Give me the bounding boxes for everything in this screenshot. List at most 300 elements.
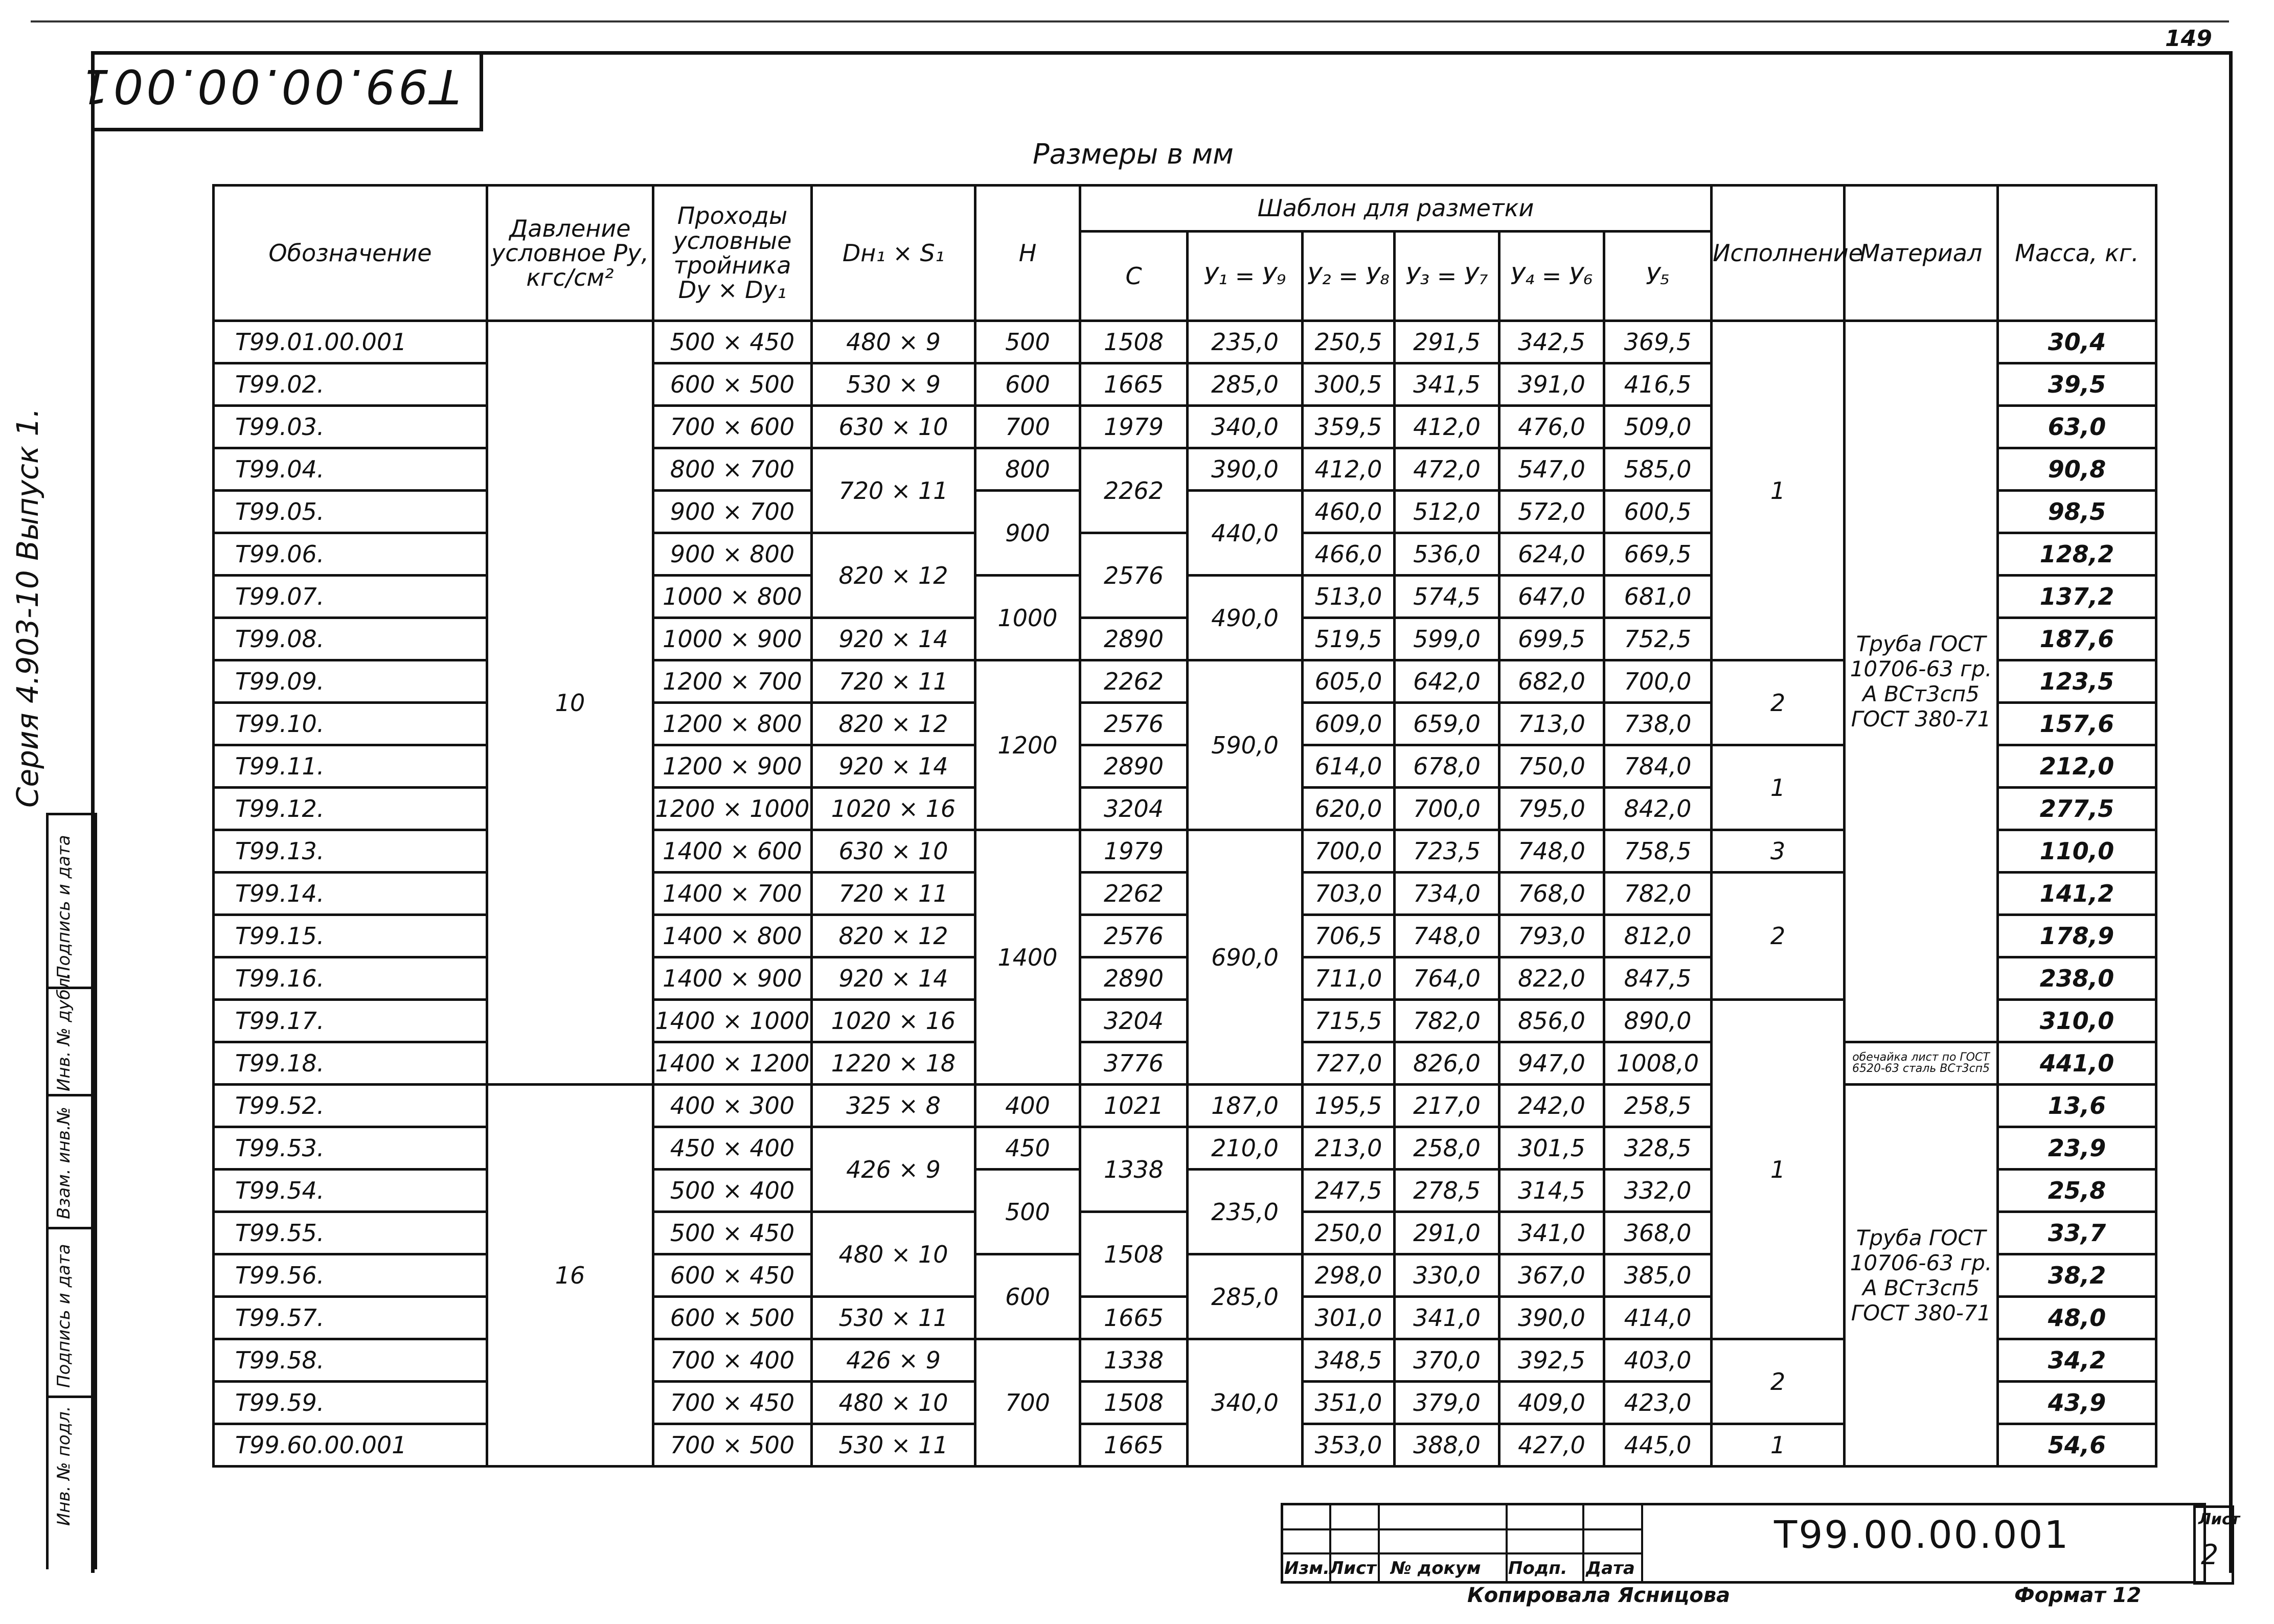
cell-c: 1021 — [1080, 1085, 1188, 1127]
cell-y28: 700,0 — [1303, 830, 1395, 873]
cell-dns: 1020 × 16 — [812, 788, 975, 830]
cell-designation: Т99.59. — [214, 1382, 487, 1424]
cell-y46: 647,0 — [1499, 576, 1604, 618]
cell-y5: 812,0 — [1604, 915, 1712, 957]
header-y4y6: У₄ = У₆ — [1499, 232, 1604, 321]
cell-h: 450 — [975, 1127, 1080, 1170]
cell-c: 3204 — [1080, 788, 1188, 830]
cell-designation: Т99.55. — [214, 1212, 487, 1254]
cell-c: 1665 — [1080, 363, 1188, 406]
cell-y28: 711,0 — [1303, 957, 1395, 1000]
header-dn-s: Dн₁ × S₁ — [812, 186, 975, 321]
header-material: Материал — [1845, 186, 1998, 321]
cell-c: 1508 — [1080, 1212, 1188, 1297]
cell-y37: 574,5 — [1395, 576, 1499, 618]
cell-h: 800 — [975, 448, 1080, 491]
cell-mass: 34,2 — [1998, 1339, 2156, 1382]
copied-by: Копировала Ясницова — [1467, 1584, 1731, 1607]
cell-y5: 385,0 — [1604, 1254, 1712, 1297]
cell-designation: Т99.54. — [214, 1170, 487, 1212]
cell-y5: 423,0 — [1604, 1382, 1712, 1424]
cell-mass: 157,6 — [1998, 703, 2156, 745]
cell-mass: 30,4 — [1998, 321, 2156, 363]
cell-mass: 25,8 — [1998, 1170, 2156, 1212]
cell-y28: 359,5 — [1303, 406, 1395, 448]
cell-y37: 341,0 — [1395, 1297, 1499, 1339]
cell-y19: 285,0 — [1188, 363, 1303, 406]
cell-y28: 300,5 — [1303, 363, 1395, 406]
cell-y46: 391,0 — [1499, 363, 1604, 406]
cell-designation: Т99.11. — [214, 745, 487, 788]
cell-pass: 500 × 450 — [653, 321, 812, 363]
cell-c: 1979 — [1080, 406, 1188, 448]
cell-y37: 370,0 — [1395, 1339, 1499, 1382]
cell-y19: 210,0 — [1188, 1127, 1303, 1170]
cell-y19: 690,0 — [1188, 830, 1303, 1085]
cell-y5: 842,0 — [1604, 788, 1712, 830]
cell-dns: 820 × 12 — [812, 533, 975, 618]
cell-pass: 700 × 450 — [653, 1382, 812, 1424]
cell-pressure: 16 — [487, 1085, 653, 1467]
cell-pass: 450 × 400 — [653, 1127, 812, 1170]
cell-y37: 217,0 — [1395, 1085, 1499, 1127]
cell-execution: 3 — [1712, 830, 1845, 873]
cell-y5: 445,0 — [1604, 1424, 1712, 1467]
cell-pass: 1200 × 700 — [653, 660, 812, 703]
cell-y37: 642,0 — [1395, 660, 1499, 703]
cell-mass: 63,0 — [1998, 406, 2156, 448]
cell-y5: 585,0 — [1604, 448, 1712, 491]
header-passes: Проходы условные тройника Dу × Dу₁ — [653, 186, 812, 321]
title-block-divider — [1283, 1528, 1641, 1530]
cell-y5: 784,0 — [1604, 745, 1712, 788]
cell-dns: 920 × 14 — [812, 618, 975, 660]
header-y2y8: У₂ = У₈ — [1303, 232, 1395, 321]
cell-designation: Т99.03. — [214, 406, 487, 448]
cell-c: 2262 — [1080, 448, 1188, 533]
left-signature-strip — [46, 813, 97, 1569]
cell-y37: 388,0 — [1395, 1424, 1499, 1467]
cell-y37: 341,5 — [1395, 363, 1499, 406]
cell-y37: 748,0 — [1395, 915, 1499, 957]
cell-h: 600 — [975, 1254, 1080, 1339]
cell-y28: 250,0 — [1303, 1212, 1395, 1254]
cell-y37: 291,5 — [1395, 321, 1499, 363]
cell-h: 600 — [975, 363, 1080, 406]
cell-mass: 178,9 — [1998, 915, 2156, 957]
cell-y46: 713,0 — [1499, 703, 1604, 745]
cell-y28: 250,5 — [1303, 321, 1395, 363]
cell-dns: 630 × 10 — [812, 830, 975, 873]
cell-mass: 33,7 — [1998, 1212, 2156, 1254]
cell-y5: 890,0 — [1604, 1000, 1712, 1042]
cell-y28: 412,0 — [1303, 448, 1395, 491]
cell-designation: Т99.02. — [214, 363, 487, 406]
cell-y19: 285,0 — [1188, 1254, 1303, 1339]
cell-dns: 820 × 12 — [812, 703, 975, 745]
cell-c: 1338 — [1080, 1127, 1188, 1212]
cell-designation: Т99.07. — [214, 576, 487, 618]
cell-y46: 427,0 — [1499, 1424, 1604, 1467]
cell-pass: 500 × 400 — [653, 1170, 812, 1212]
strip-cell — [49, 1094, 95, 1229]
sheet-number: 149 — [2165, 26, 2212, 52]
cell-y28: 727,0 — [1303, 1042, 1395, 1085]
cell-y28: 348,5 — [1303, 1339, 1395, 1382]
cell-pass: 1400 × 600 — [653, 830, 812, 873]
cell-mass: 39,5 — [1998, 363, 2156, 406]
cell-y28: 213,0 — [1303, 1127, 1395, 1170]
sheet-value: 2 — [2201, 1539, 2219, 1571]
cell-y5: 782,0 — [1604, 873, 1712, 915]
cell-y19: 440,0 — [1188, 491, 1303, 576]
cell-execution: 1 — [1712, 1000, 1845, 1339]
cell-designation: Т99.13. — [214, 830, 487, 873]
cell-c: 2576 — [1080, 915, 1188, 957]
cell-mass: 212,0 — [1998, 745, 2156, 788]
cell-c: 2262 — [1080, 873, 1188, 915]
cell-y46: 572,0 — [1499, 491, 1604, 533]
cell-y46: 242,0 — [1499, 1085, 1604, 1127]
cell-designation: Т99.10. — [214, 703, 487, 745]
cell-y37: 512,0 — [1395, 491, 1499, 533]
cell-designation: Т99.08. — [214, 618, 487, 660]
header-designation: Обозначение — [214, 186, 487, 321]
header-execution: Исполнение — [1712, 186, 1845, 321]
cell-mass: 48,0 — [1998, 1297, 2156, 1339]
cell-dns: 325 × 8 — [812, 1085, 975, 1127]
cell-mass: 13,6 — [1998, 1085, 2156, 1127]
strip-label: Инв. № дубл. — [54, 972, 74, 1091]
cell-pass: 1200 × 800 — [653, 703, 812, 745]
cell-y28: 519,5 — [1303, 618, 1395, 660]
title-block-code: Т99.00.00.001 — [1774, 1513, 2070, 1557]
series-label: Серия 4.903-10 Выпуск 1. — [10, 408, 45, 808]
title-block-divider — [1641, 1505, 1643, 1581]
cell-designation: Т99.17. — [214, 1000, 487, 1042]
cell-dns: 720 × 11 — [812, 873, 975, 915]
cell-mass: 54,6 — [1998, 1424, 2156, 1467]
cell-y46: 367,0 — [1499, 1254, 1604, 1297]
cell-mass: 187,6 — [1998, 618, 2156, 660]
cell-y28: 703,0 — [1303, 873, 1395, 915]
cell-pass: 1200 × 900 — [653, 745, 812, 788]
cell-h: 1000 — [975, 576, 1080, 660]
cell-pass: 1200 × 1000 — [653, 788, 812, 830]
header-mass: Масса, кг. — [1998, 186, 2156, 321]
cell-y37: 412,0 — [1395, 406, 1499, 448]
cell-pass: 700 × 500 — [653, 1424, 812, 1467]
cell-y5: 1008,0 — [1604, 1042, 1712, 1085]
cell-y19: 340,0 — [1188, 406, 1303, 448]
cell-y19: 340,0 — [1188, 1339, 1303, 1467]
cell-y19: 235,0 — [1188, 321, 1303, 363]
table-row — [214, 1085, 2156, 1127]
cell-y46: 624,0 — [1499, 533, 1604, 576]
cell-material: Труба ГОСТ 10706-63 гр. А ВСт3сп5 ГОСТ 380-71 — [1845, 1085, 1998, 1467]
header-y1y9: У₁ = У₉ — [1188, 232, 1303, 321]
cell-y37: 734,0 — [1395, 873, 1499, 915]
cell-h: 1400 — [975, 830, 1080, 1085]
cell-y28: 466,0 — [1303, 533, 1395, 576]
cell-dns: 1020 × 16 — [812, 1000, 975, 1042]
cell-c: 1665 — [1080, 1297, 1188, 1339]
cell-y46: 795,0 — [1499, 788, 1604, 830]
cell-c: 2576 — [1080, 533, 1188, 618]
title-block-divider — [1582, 1505, 1584, 1581]
cell-pass: 1000 × 800 — [653, 576, 812, 618]
cell-y46: 822,0 — [1499, 957, 1604, 1000]
cell-y5: 414,0 — [1604, 1297, 1712, 1339]
cell-y5: 332,0 — [1604, 1170, 1712, 1212]
cell-mass: 123,5 — [1998, 660, 2156, 703]
cell-y46: 793,0 — [1499, 915, 1604, 957]
cell-pass: 1400 × 1000 — [653, 1000, 812, 1042]
cell-c: 2890 — [1080, 745, 1188, 788]
cell-pass: 1400 × 700 — [653, 873, 812, 915]
cell-y28: 715,5 — [1303, 1000, 1395, 1042]
cell-y5: 738,0 — [1604, 703, 1712, 745]
cell-y28: 614,0 — [1303, 745, 1395, 788]
cell-h: 700 — [975, 406, 1080, 448]
cell-dns: 426 × 9 — [812, 1339, 975, 1382]
cell-mass: 238,0 — [1998, 957, 2156, 1000]
cell-y37: 472,0 — [1395, 448, 1499, 491]
cell-y46: 699,5 — [1499, 618, 1604, 660]
cell-y19: 590,0 — [1188, 660, 1303, 830]
cell-mass: 98,5 — [1998, 491, 2156, 533]
strip-cell — [49, 813, 95, 989]
cell-y19: 390,0 — [1188, 448, 1303, 491]
format-label: Формат 12 — [2014, 1584, 2142, 1607]
cell-y37: 659,0 — [1395, 703, 1499, 745]
cell-y46: 947,0 — [1499, 1042, 1604, 1085]
cell-mass: 38,2 — [1998, 1254, 2156, 1297]
cell-designation: Т99.05. — [214, 491, 487, 533]
stamp-code: Т99.00.00.001 — [77, 59, 460, 113]
strip-label: Подпись и дата — [54, 1244, 74, 1388]
cell-dns: 480 × 10 — [812, 1382, 975, 1424]
cell-material: обечайка лист по ГОСТ 6520-63 сталь ВСт3сп5 — [1845, 1042, 1998, 1085]
cell-mass: 137,2 — [1998, 576, 2156, 618]
cell-y46: 750,0 — [1499, 745, 1604, 788]
strip-label: Подпись и дата — [54, 835, 74, 979]
cell-y37: 278,5 — [1395, 1170, 1499, 1212]
cell-y46: 682,0 — [1499, 660, 1604, 703]
cell-h: 1200 — [975, 660, 1080, 830]
cell-dns: 530 × 9 — [812, 363, 975, 406]
cell-dns: 530 × 11 — [812, 1297, 975, 1339]
cell-dns: 630 × 10 — [812, 406, 975, 448]
cell-dns: 1220 × 18 — [812, 1042, 975, 1085]
cell-h: 500 — [975, 1170, 1080, 1254]
cell-c: 2890 — [1080, 618, 1188, 660]
cell-y5: 758,5 — [1604, 830, 1712, 873]
cell-mass: 110,0 — [1998, 830, 2156, 873]
cell-mass: 23,9 — [1998, 1127, 2156, 1170]
cell-mass: 441,0 — [1998, 1042, 2156, 1085]
cell-execution: 1 — [1712, 321, 1845, 660]
header-y3y7: У₃ = У₇ — [1395, 232, 1499, 321]
cell-dns: 720 × 11 — [812, 660, 975, 703]
cell-y46: 547,0 — [1499, 448, 1604, 491]
cell-designation: Т99.15. — [214, 915, 487, 957]
title-block-divider — [1283, 1552, 1641, 1554]
header-c: С — [1080, 232, 1188, 321]
cell-y5: 509,0 — [1604, 406, 1712, 448]
cell-h: 700 — [975, 1339, 1080, 1467]
header-pressure: Давление условное Pу, кгс/см² — [487, 186, 653, 321]
cell-mass: 128,2 — [1998, 533, 2156, 576]
cell-mass: 277,5 — [1998, 788, 2156, 830]
cell-y5: 403,0 — [1604, 1339, 1712, 1382]
cell-y28: 460,0 — [1303, 491, 1395, 533]
cell-y37: 330,0 — [1395, 1254, 1499, 1297]
cell-designation: Т99.56. — [214, 1254, 487, 1297]
cell-c: 1508 — [1080, 1382, 1188, 1424]
dimensions-note: Размеры в мм — [1033, 138, 1234, 170]
cell-y46: 314,5 — [1499, 1170, 1604, 1212]
cell-dns: 720 × 11 — [812, 448, 975, 533]
cell-pass: 500 × 450 — [653, 1212, 812, 1254]
strip-label: Инв. № подл. — [54, 1406, 74, 1526]
cell-y5: 600,5 — [1604, 491, 1712, 533]
cell-pass: 900 × 800 — [653, 533, 812, 576]
cell-y5: 258,5 — [1604, 1085, 1712, 1127]
header-h: Н — [975, 186, 1080, 321]
cell-dns: 530 × 11 — [812, 1424, 975, 1467]
sheet-label: Лист — [2198, 1511, 2240, 1528]
title-block-divider — [1378, 1505, 1380, 1581]
cell-designation: Т99.12. — [214, 788, 487, 830]
title-label-date: Дата — [1586, 1558, 1635, 1579]
cell-mass: 90,8 — [1998, 448, 2156, 491]
cell-y19: 187,0 — [1188, 1085, 1303, 1127]
title-block-divider — [1506, 1505, 1508, 1581]
cell-y28: 353,0 — [1303, 1424, 1395, 1467]
cell-y46: 409,0 — [1499, 1382, 1604, 1424]
cell-pass: 600 × 500 — [653, 1297, 812, 1339]
cell-pass: 600 × 450 — [653, 1254, 812, 1297]
strip-cell — [49, 972, 95, 1096]
cell-y46: 342,5 — [1499, 321, 1604, 363]
cell-dns: 820 × 12 — [812, 915, 975, 957]
cell-y5: 669,5 — [1604, 533, 1712, 576]
cell-mass: 310,0 — [1998, 1000, 2156, 1042]
cell-pass: 1400 × 800 — [653, 915, 812, 957]
cell-pass: 900 × 700 — [653, 491, 812, 533]
cell-c: 1665 — [1080, 1424, 1188, 1467]
cell-designation: Т99.16. — [214, 957, 487, 1000]
cell-y28: 609,0 — [1303, 703, 1395, 745]
cell-designation: Т99.52. — [214, 1085, 487, 1127]
cell-designation: Т99.14. — [214, 873, 487, 915]
cell-pass: 800 × 700 — [653, 448, 812, 491]
cell-y19: 490,0 — [1188, 576, 1303, 660]
cell-y19: 235,0 — [1188, 1170, 1303, 1254]
cell-execution: 2 — [1712, 873, 1845, 1000]
cell-c: 2576 — [1080, 703, 1188, 745]
title-label-sheet: Лист — [1329, 1558, 1376, 1579]
cell-y5: 416,5 — [1604, 363, 1712, 406]
cell-pressure: 10 — [487, 321, 653, 1085]
cell-c: 3204 — [1080, 1000, 1188, 1042]
cell-dns: 920 × 14 — [812, 745, 975, 788]
cell-y37: 764,0 — [1395, 957, 1499, 1000]
cell-y28: 195,5 — [1303, 1085, 1395, 1127]
cell-y28: 706,5 — [1303, 915, 1395, 957]
cell-y5: 752,5 — [1604, 618, 1712, 660]
cell-y28: 620,0 — [1303, 788, 1395, 830]
cell-designation: Т99.60.00.001 — [214, 1424, 487, 1467]
cell-pass: 600 × 500 — [653, 363, 812, 406]
cell-execution: 2 — [1712, 660, 1845, 745]
cell-y28: 605,0 — [1303, 660, 1395, 703]
strip-cell — [49, 1396, 95, 1572]
cell-pass: 1400 × 1200 — [653, 1042, 812, 1085]
cell-pass: 700 × 600 — [653, 406, 812, 448]
cell-designation: Т99.18. — [214, 1042, 487, 1085]
cell-y37: 599,0 — [1395, 618, 1499, 660]
cell-dns: 480 × 10 — [812, 1212, 975, 1297]
cell-y37: 782,0 — [1395, 1000, 1499, 1042]
cell-c: 1338 — [1080, 1339, 1188, 1382]
cell-c: 1979 — [1080, 830, 1188, 873]
cell-y28: 351,0 — [1303, 1382, 1395, 1424]
cell-execution: 2 — [1712, 1339, 1845, 1424]
cell-y37: 379,0 — [1395, 1382, 1499, 1424]
cell-y28: 301,0 — [1303, 1297, 1395, 1339]
cell-y5: 700,0 — [1604, 660, 1712, 703]
cell-y46: 341,0 — [1499, 1212, 1604, 1254]
cell-h: 400 — [975, 1085, 1080, 1127]
cell-c: 1508 — [1080, 321, 1188, 363]
cell-material: Труба ГОСТ 10706-63 гр. А ВСт3сп5 ГОСТ 380-71 — [1845, 321, 1998, 1042]
strip-label: Взам. инв.№ — [54, 1106, 74, 1219]
cell-y5: 328,5 — [1604, 1127, 1712, 1170]
cell-y46: 392,5 — [1499, 1339, 1604, 1382]
cell-pass: 1400 × 900 — [653, 957, 812, 1000]
cell-y28: 247,5 — [1303, 1170, 1395, 1212]
cell-y28: 513,0 — [1303, 576, 1395, 618]
cell-y5: 368,0 — [1604, 1212, 1712, 1254]
table-row — [214, 321, 2156, 363]
cell-c: 3776 — [1080, 1042, 1188, 1085]
cell-c: 2890 — [1080, 957, 1188, 1000]
cell-y37: 678,0 — [1395, 745, 1499, 788]
cell-designation: Т99.04. — [214, 448, 487, 491]
title-label-document: № докум — [1391, 1558, 1481, 1579]
cell-execution: 1 — [1712, 745, 1845, 830]
cell-pass: 400 × 300 — [653, 1085, 812, 1127]
cell-designation: Т99.09. — [214, 660, 487, 703]
cell-mass: 141,2 — [1998, 873, 2156, 915]
cell-y37: 258,0 — [1395, 1127, 1499, 1170]
cell-y46: 301,5 — [1499, 1127, 1604, 1170]
cell-pass: 700 × 400 — [653, 1339, 812, 1382]
header-template: Шаблон для разметки — [1080, 186, 1712, 232]
cell-h: 500 — [975, 321, 1080, 363]
cell-y46: 748,0 — [1499, 830, 1604, 873]
cell-pass: 1000 × 900 — [653, 618, 812, 660]
cell-execution: 1 — [1712, 1424, 1845, 1467]
cell-dns: 920 × 14 — [812, 957, 975, 1000]
dimensions-table — [212, 184, 2157, 1468]
cell-y37: 700,0 — [1395, 788, 1499, 830]
cell-y46: 476,0 — [1499, 406, 1604, 448]
cell-dns: 426 × 9 — [812, 1127, 975, 1212]
cell-designation: Т99.58. — [214, 1339, 487, 1382]
